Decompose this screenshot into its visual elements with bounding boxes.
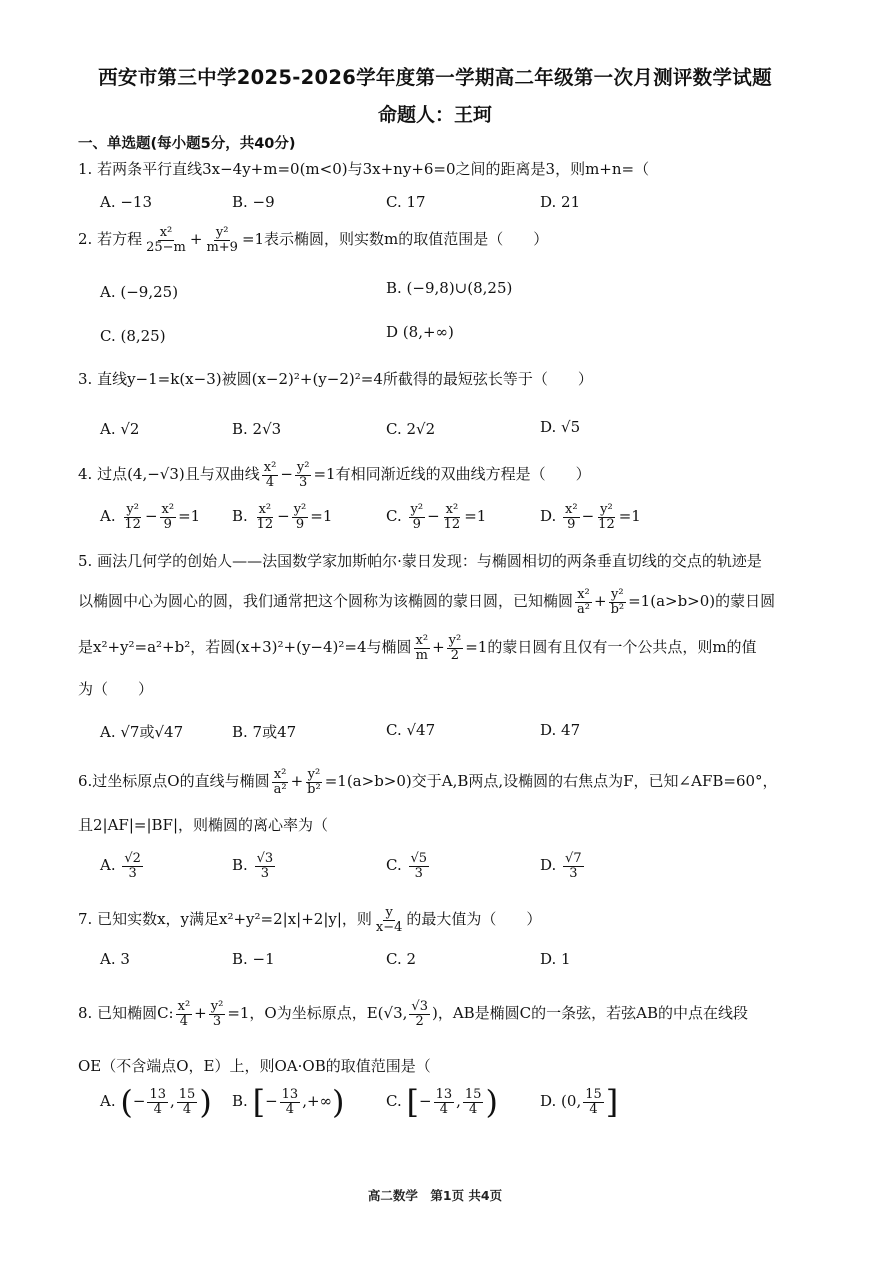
q8-c-n2: 15 xyxy=(464,1086,482,1102)
q8-b-tail: ,+∞ xyxy=(302,1092,333,1110)
q4-d-n2: y² xyxy=(600,502,613,517)
q4-c-frac-1 xyxy=(409,503,426,531)
q2-option-a: A. (−9,25) xyxy=(100,283,179,301)
q8-option-a: A. (− $\frac{13}{4}$ , $\frac{15}{4}$ ) xyxy=(100,1083,212,1121)
q1-option-c: C. 17 xyxy=(386,193,426,211)
q4-text-pre: 4. 过点(4,−√3)且与双曲线 xyxy=(78,465,260,484)
q6-frac-1 xyxy=(272,768,289,796)
q7-fraction xyxy=(374,906,405,934)
q6-d2: b² xyxy=(307,781,321,797)
q8-c-frac-1 xyxy=(434,1088,455,1116)
q8-e-den: 2 xyxy=(415,1013,424,1029)
q8-c-d1: 4 xyxy=(439,1101,448,1117)
q4-b-d2: 9 xyxy=(295,516,305,532)
q6-c-n: √5 xyxy=(410,851,428,866)
q8-option-b: B. [− $\frac{13}{4}$ ,+∞) xyxy=(232,1083,345,1121)
q6-a-label: A. xyxy=(100,856,116,875)
q8-d-n: 15 xyxy=(585,1086,602,1102)
q2-text-pre: 2. 若方程 xyxy=(78,230,143,249)
q7-option-b: B. −1 xyxy=(232,950,275,968)
q4-d-d2: 12 xyxy=(598,516,615,532)
q5-l2-d2: b² xyxy=(610,601,625,617)
q6-b-frac xyxy=(255,852,276,880)
question-1-stem: 1. 若两条平行直线3x−4y+m=0(m<0)与3x+ny+6=0之间的距离是3，则m+n=（ xyxy=(78,160,650,178)
q8-line1-mid: =1，O为坐标原点，E(√3, xyxy=(227,1004,408,1023)
q6-c-d: 3 xyxy=(414,865,423,881)
q7-option-c: C. 2 xyxy=(386,950,417,968)
q6-d-frac xyxy=(563,852,584,880)
q6-d-label: D. xyxy=(540,856,557,875)
q8-b-open: [ xyxy=(252,1083,266,1121)
question-5-line-3: 是x²+y²=a²+b²，若圆(x+3)²+(y−4)²=4与椭圆 $\frac{\text{x²}}{m}$ + $\frac{\text{y²}}{2}$ =1的蒙日圆有且仅有一个公共点，则m的值 xyxy=(78,633,757,663)
q4-f2-num: y² xyxy=(296,460,310,475)
question-8-line-2: OE（不含端点O，E）上，则OA·OB的取值范围是（ xyxy=(78,1057,431,1075)
q8-c-d2: 4 xyxy=(469,1101,478,1117)
q4-f1-den: 4 xyxy=(265,474,275,490)
q4-minus: − xyxy=(280,465,293,484)
q3-option-d: D. √5 xyxy=(540,418,581,436)
q8-a-open: ( xyxy=(120,1083,133,1121)
q1-option-d: D. 21 xyxy=(540,193,581,211)
q5-l3-n1: x² xyxy=(415,633,429,648)
question-7-stem xyxy=(78,906,541,934)
q8-b-n1: 13 xyxy=(281,1086,299,1102)
q8-d-open: (0, xyxy=(561,1092,582,1110)
q4-d-frac-1 xyxy=(563,503,580,531)
q4-a-n2: x² xyxy=(161,502,175,517)
q4-fraction-1 xyxy=(262,461,279,489)
q6-a-frac xyxy=(122,852,143,880)
q2-f1-num: x² xyxy=(159,225,173,240)
q8-option-c: C. [− $\frac{13}{4}$ , $\frac{15}{4}$ ) xyxy=(386,1083,498,1121)
q4-option-a: A. $\frac{\text{y²}}{12}$ − $\frac{\text{x²}}{9}$ =1 xyxy=(100,502,201,532)
q5-option-a: A. √7或√47 xyxy=(100,723,184,741)
q4-a-d1: 12 xyxy=(124,516,141,532)
q5-option-b: B. 7或47 xyxy=(232,723,297,741)
q3-option-a: A. √2 xyxy=(100,420,140,438)
q8-c-frac-2 xyxy=(463,1088,484,1116)
q8-line1-post: )，AB是椭圆C的一条弦，若弦AB的中点在线段 xyxy=(431,1004,749,1023)
q4-c-n1: y² xyxy=(410,502,424,517)
q6-b-d: 3 xyxy=(260,865,269,881)
q8-a-d1: 4 xyxy=(153,1101,162,1117)
q7-option-a: A. 3 xyxy=(100,950,130,968)
q2-option-c: C. (8,25) xyxy=(100,327,166,345)
q5-option-d: D. 47 xyxy=(540,721,581,739)
q4-f1-num: x² xyxy=(263,460,277,475)
q5-option-c: C. √47 xyxy=(386,721,436,739)
q8-n2: y² xyxy=(210,999,224,1014)
q4-c-label: C. xyxy=(386,507,402,526)
q6-option-d xyxy=(540,852,586,880)
q8-e-num: √3 xyxy=(411,999,428,1014)
q8-c-n1: 13 xyxy=(435,1086,453,1102)
question-3-stem: 3. 直线y−1=k(x−3)被圆(x−2)²+(y−2)²=4所截得的最短弦长等于（ ） xyxy=(78,370,593,388)
q5-line2-post: =1(a>b>0)的蒙日圆 xyxy=(628,592,776,611)
question-5-line-4: 为（ ） xyxy=(78,680,154,698)
q5-l2-n1: x² xyxy=(577,587,590,602)
q8-b-frac-1 xyxy=(280,1088,301,1116)
q7-text-pre: 7. 已知实数x，y满足x²+y²=2|x|+2|y|，则 xyxy=(78,910,372,929)
q6-d1: a² xyxy=(273,781,287,797)
q4-a-n1: y² xyxy=(126,502,139,517)
q4-d-eq: =1 xyxy=(618,507,641,526)
q6-option-b xyxy=(232,852,277,880)
q8-e-frac xyxy=(409,1000,430,1028)
q4-c-d2: 12 xyxy=(443,516,461,532)
q2-option-b: B. (−9,8)∪(8,25) xyxy=(386,279,513,297)
q4-fraction-2 xyxy=(295,461,312,489)
q6-d-n: √7 xyxy=(565,851,582,866)
author-line: 命题人：王珂 xyxy=(377,104,492,126)
page-title: 西安市第三中学2025-2026学年度第一学期高二年级第一次月测评数学试题 xyxy=(98,66,772,89)
q4-d-d1: 9 xyxy=(567,516,576,532)
q6-b-label: B. xyxy=(232,856,248,875)
q5-l2-d1: a² xyxy=(577,601,590,617)
q2-fraction-2 xyxy=(204,226,240,254)
q7-text-post: 的最大值为（ ） xyxy=(406,910,542,929)
q5-line3-frac-1 xyxy=(414,634,431,662)
question-2-stem xyxy=(78,226,548,254)
q6-a-d: 3 xyxy=(128,865,137,881)
q7-f-den: x−4 xyxy=(375,919,403,935)
q7-f-num: y xyxy=(385,905,393,920)
q6-frac-2 xyxy=(305,768,323,796)
q2-option-d: D (8,+∞) xyxy=(386,323,454,341)
q4-c-eq: =1 xyxy=(464,507,487,526)
q8-frac-1 xyxy=(176,1000,193,1028)
q4-a-label: A. xyxy=(100,507,116,526)
q2-fraction-1 xyxy=(144,226,188,254)
question-6-line-1: 6.过坐标原点O的直线与椭圆 $\frac{\text{x²}}{\text{a²}}$ + $\frac{\text{y²}}{\text{b²}}$ =1(a>b>0)交于A,B两点,设椭圆的右焦点为F，已知∠AFB=60°， xyxy=(78,767,778,797)
q8-a-frac-1 xyxy=(147,1088,168,1116)
q4-a-eq: =1 xyxy=(178,507,201,526)
question-5-line-1: 5. 画法几何学的创始人——法国数学家加斯帕尔·蒙日发现：与椭圆相切的两条垂直切线的交点的轨迹是 xyxy=(78,552,762,570)
q4-option-b: B. $\frac{\text{x²}}{12}$ − $\frac{\text{y²}}{9}$ =1 xyxy=(232,502,333,532)
q4-b-d1: 12 xyxy=(256,516,274,532)
question-8-line-1: 8. 已知椭圆C: $\frac{\text{x²}}{4}$ + $\frac{\text{y²}}{3}$ =1，O为坐标原点，E(√3, $\frac{√3}{2}$ )，AB是椭圆C的一条弦，若弦AB的中点在线段 xyxy=(78,999,749,1029)
q8-b-d1: 4 xyxy=(285,1101,295,1117)
q4-d-label: D. xyxy=(540,507,557,526)
q8-d1: 4 xyxy=(179,1013,189,1029)
q2-f2-den: m+9 xyxy=(206,239,238,255)
q5-line2-frac-1 xyxy=(575,588,592,616)
question-6-line-2: 且2|AF|=|BF|，则椭圆的离心率为（ xyxy=(78,816,328,834)
q8-line1-pre: 8. 已知椭圆C: xyxy=(78,1004,174,1023)
q2-f2-num: y² xyxy=(215,225,229,240)
q2-text-post: =1表示椭圆，则实数m的取值范围是（ ） xyxy=(241,230,549,249)
q4-d-n1: x² xyxy=(565,502,578,517)
q4-b-frac-2 xyxy=(292,503,309,531)
q5-line3-pre: 是x²+y²=a²+b²，若圆(x+3)²+(y−4)²=4与椭圆 xyxy=(78,638,412,657)
q4-d-frac-2 xyxy=(596,503,617,531)
q8-d2: 3 xyxy=(212,1013,222,1029)
q3-option-b: B. 2√3 xyxy=(232,420,282,438)
q6-n2: y² xyxy=(307,767,321,782)
q3-option-c: C. 2√2 xyxy=(386,420,436,438)
q8-b-close: ) xyxy=(332,1083,345,1121)
q6-line1-post: =1(a>b>0)交于A,B两点,设椭圆的右焦点为F，已知∠AFB=60°， xyxy=(324,772,778,791)
q2-f1-den: 25−m xyxy=(146,239,186,255)
q1-option-b: B. −9 xyxy=(232,193,275,211)
q8-d-d: 4 xyxy=(589,1101,598,1117)
q6-c-label: C. xyxy=(386,856,402,875)
q8-a-n1: 13 xyxy=(149,1086,166,1102)
q8-c-close: ) xyxy=(485,1083,498,1121)
q4-b-n1: x² xyxy=(258,502,272,517)
question-5-line-2: 以椭圆中心为圆心的圆，我们通常把这个圆称为该椭圆的蒙日圆，已知椭圆 $\frac{\text{x²}}{\text{a²}}$ + $\frac{\text{y²}}{\text{b²}}$ =1(a>b>0)的蒙日圆 xyxy=(78,587,776,617)
q4-a-d2: 9 xyxy=(163,516,172,532)
q6-c-frac xyxy=(409,852,430,880)
q8-a-n2: 15 xyxy=(178,1086,196,1102)
q7-option-d: D. 1 xyxy=(540,950,571,968)
q8-a-label: A. xyxy=(100,1092,116,1110)
q4-a-frac-2 xyxy=(160,503,177,531)
q8-b-label: B. xyxy=(232,1092,248,1110)
q5-line3-post: =1的蒙日圆有且仅有一个公共点，则m的值 xyxy=(465,638,757,657)
q8-d-close: ] xyxy=(605,1083,619,1121)
q8-frac-2 xyxy=(209,1000,226,1028)
q4-b-n2: y² xyxy=(293,502,307,517)
q8-a-close: ) xyxy=(199,1083,212,1121)
q4-f2-den: 3 xyxy=(299,474,308,490)
q6-d-d: 3 xyxy=(569,865,578,881)
q6-option-a xyxy=(100,852,145,880)
q8-option-d xyxy=(540,1083,619,1121)
question-4-stem xyxy=(78,461,591,489)
q5-line3-frac-2 xyxy=(447,634,464,662)
q8-a-d2: 4 xyxy=(182,1101,192,1117)
q1-option-a: A. −13 xyxy=(100,193,153,211)
q5-line2-pre: 以椭圆中心为圆心的圆，我们通常把这个圆称为该椭圆的蒙日圆，已知椭圆 xyxy=(78,592,574,611)
q6-n1: x² xyxy=(273,767,287,782)
q4-option-d: D. $\frac{\text{x²}}{9}$ − $\frac{\text{y²}}{12}$ =1 xyxy=(540,502,641,532)
q8-d-label: D. xyxy=(540,1092,557,1110)
q4-b-frac-1 xyxy=(255,503,276,531)
q6-b-n: √3 xyxy=(256,851,274,866)
q5-l3-n2: y² xyxy=(448,633,462,648)
q4-a-frac-1 xyxy=(122,503,143,531)
section-heading: 一、单选题(每小题5分，共40分) xyxy=(78,136,296,152)
q8-c-open: [ xyxy=(406,1083,419,1121)
q2-plus: + xyxy=(189,230,203,249)
q8-c-label: C. xyxy=(386,1092,402,1110)
q6-option-c xyxy=(386,852,431,880)
q8-n1: x² xyxy=(177,999,191,1014)
q4-c-n2: x² xyxy=(445,502,459,517)
q4-b-eq: =1 xyxy=(310,507,333,526)
q4-c-frac-2 xyxy=(442,503,463,531)
q6-line1-pre: 6.过坐标原点O的直线与椭圆 xyxy=(78,772,270,791)
q4-b-label: B. xyxy=(232,507,248,526)
q8-d-frac xyxy=(583,1088,604,1116)
q6-a-n: √2 xyxy=(124,851,141,866)
q4-text-post: =1有相同渐近线的双曲线方程是（ ） xyxy=(313,465,591,484)
q5-l3-d2: 2 xyxy=(450,647,460,663)
q5-l2-n2: y² xyxy=(611,587,624,602)
q5-line2-frac-2 xyxy=(609,588,627,616)
q8-a-frac-2 xyxy=(177,1088,198,1116)
page-footer: 高二数学 第1页 共4页 xyxy=(367,1188,503,1203)
q5-l3-d1: m xyxy=(415,647,428,663)
q4-option-c: C. $\frac{\text{y²}}{9}$ − $\frac{\text{x²}}{12}$ =1 xyxy=(386,502,487,532)
q4-c-d1: 9 xyxy=(412,516,421,532)
